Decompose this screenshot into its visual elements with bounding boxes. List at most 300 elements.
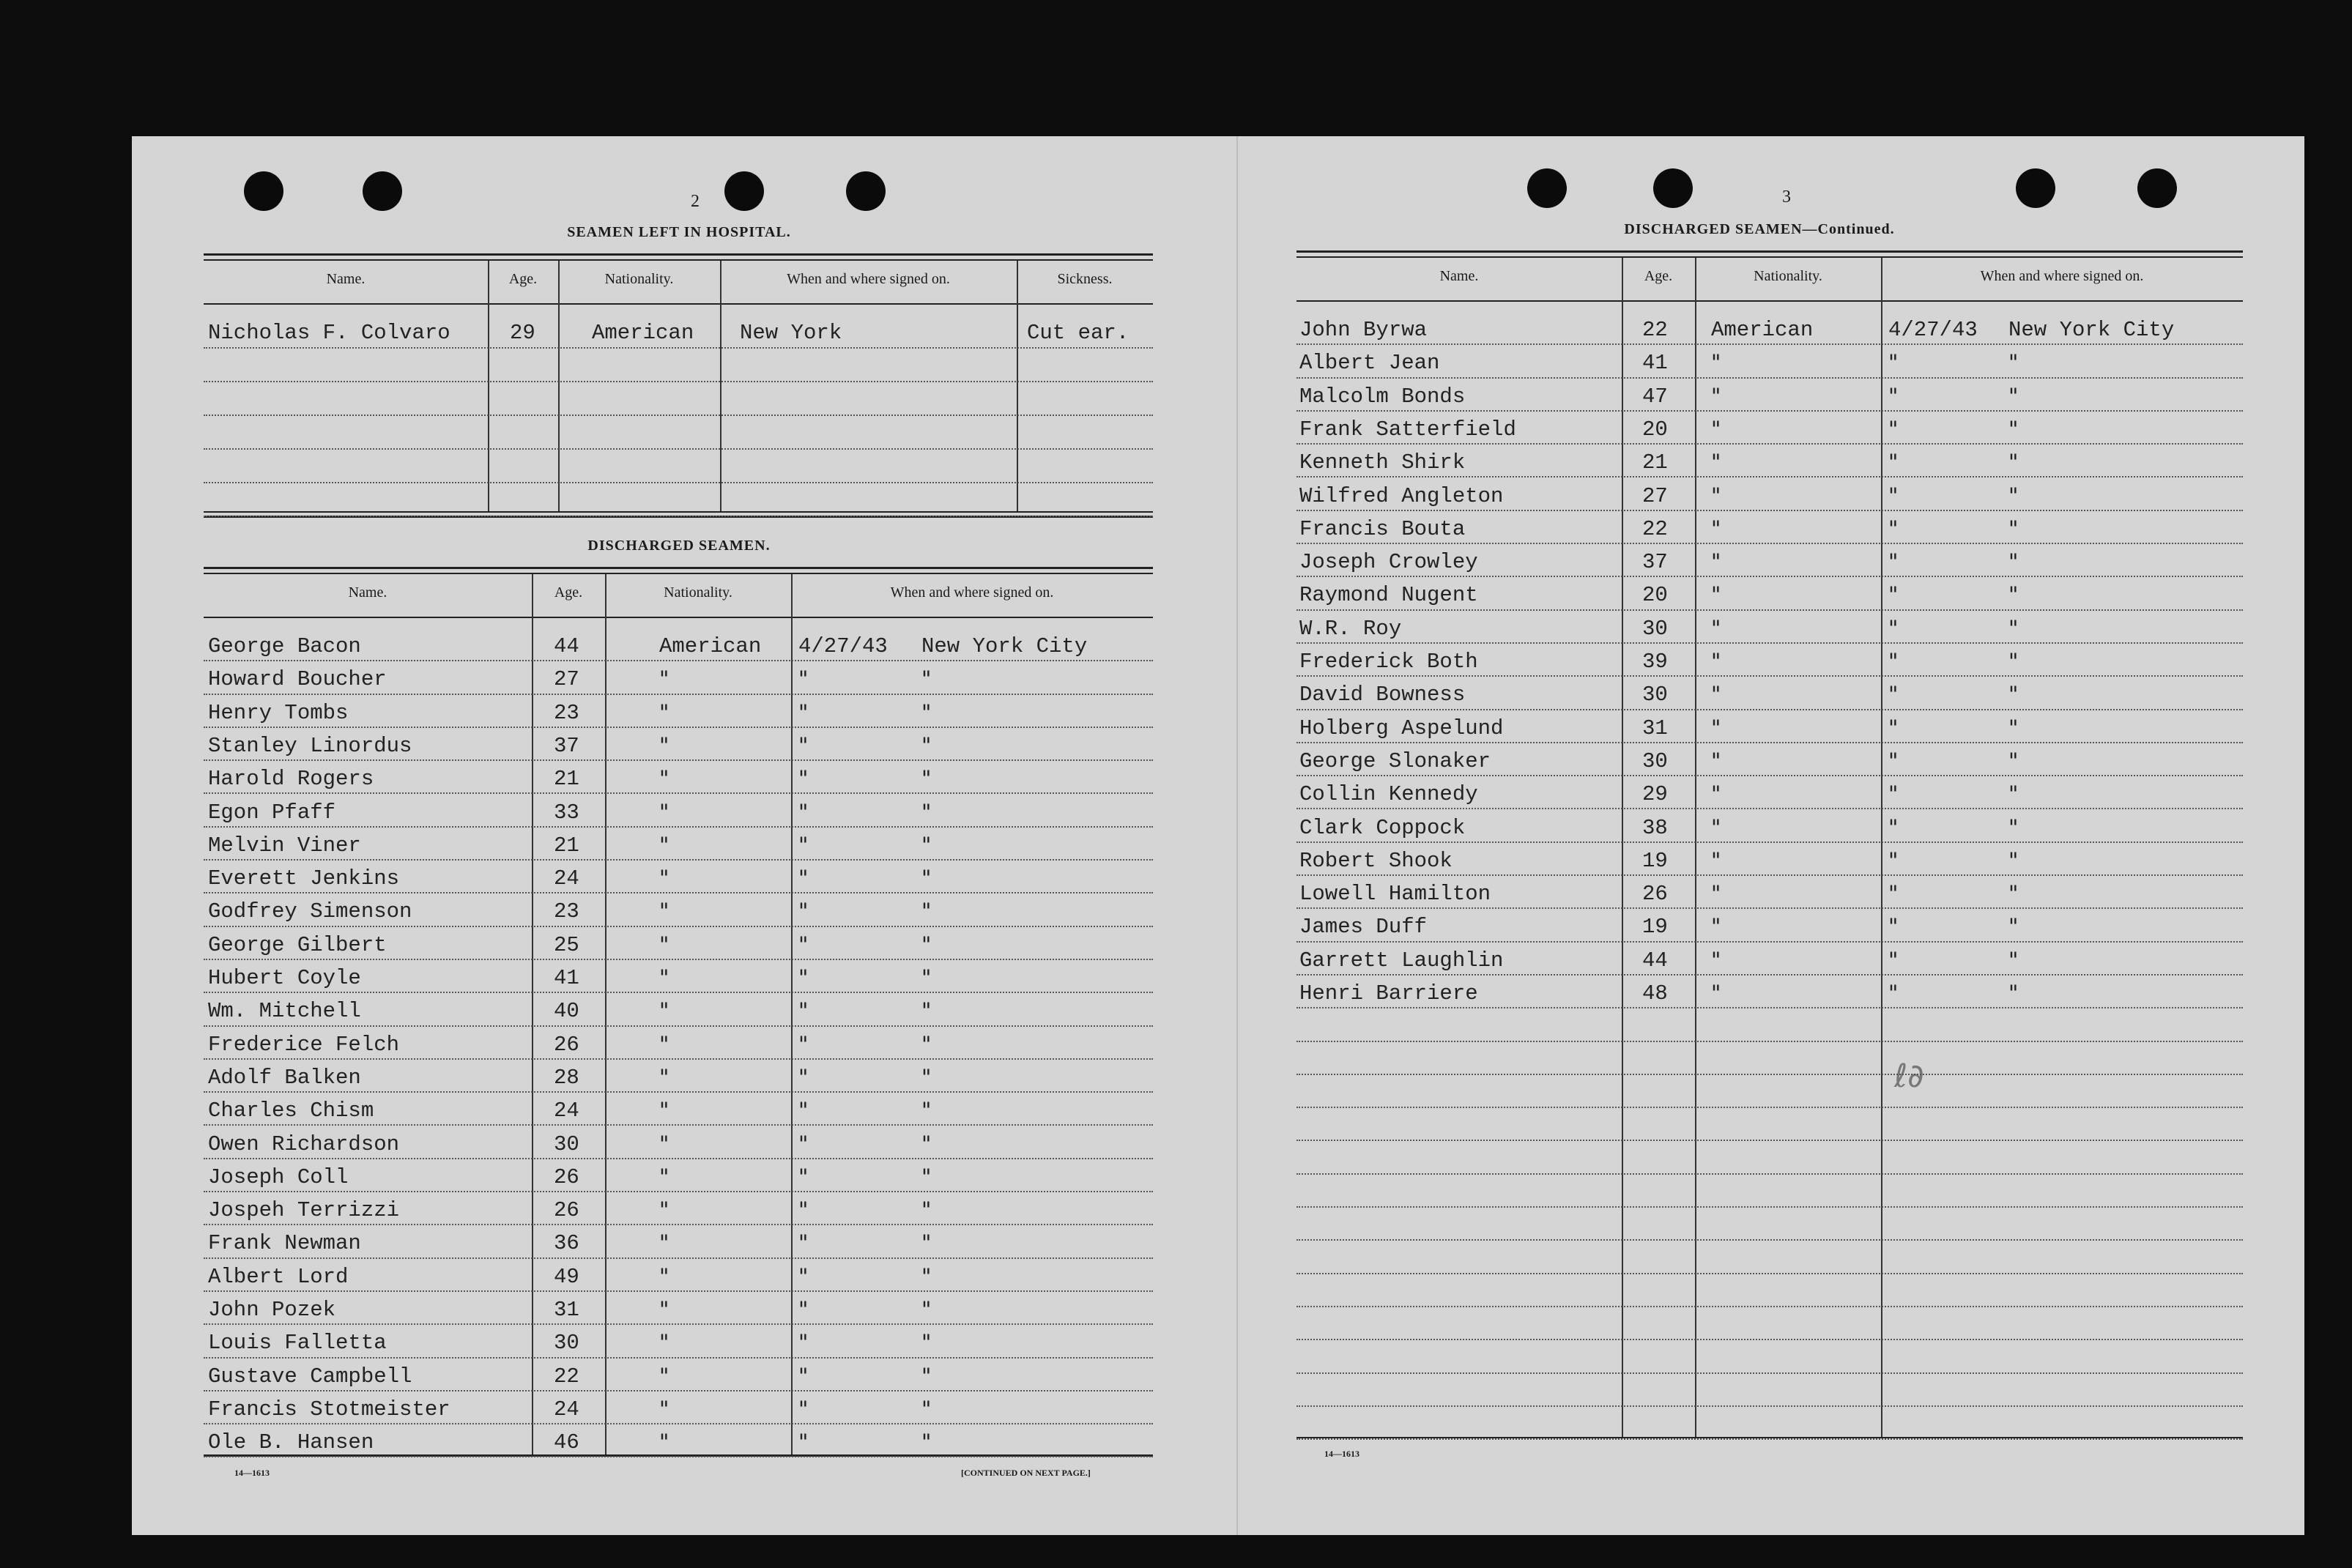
table-row	[1296, 710, 2243, 743]
seaman-name: Lowell Hamilton	[1299, 882, 1491, 907]
seaman-nationality: "	[659, 1164, 669, 1189]
seaman-age: 41	[1642, 351, 1668, 376]
signed-on-date: 4/27/43	[1888, 318, 1978, 342]
seaman-age: 44	[1642, 948, 1668, 973]
signed-on-date: "	[1888, 847, 1899, 873]
signed-on-date: "	[798, 1363, 809, 1389]
seaman-age: 26	[554, 1032, 579, 1057]
discharged-section-title: DISCHARGED SEAMEN.	[587, 538, 771, 554]
seaman-nationality: "	[1711, 981, 1721, 1006]
signed-on-date: "	[798, 1396, 809, 1422]
table-row	[204, 1126, 1153, 1159]
seaman-age: 24	[554, 1099, 579, 1123]
signed-on-place: "	[2008, 383, 2019, 409]
seaman-age: 20	[1642, 583, 1668, 608]
signed-on-place: "	[2008, 748, 2019, 773]
seaman-nationality: "	[1711, 682, 1721, 707]
seaman-nationality: "	[659, 932, 669, 957]
seaman-name: Joseph Coll	[208, 1164, 349, 1189]
signed-on-place: "	[2008, 847, 2019, 873]
column-header: Name.	[348, 584, 387, 601]
seaman-name: Ole B. Hansen	[208, 1430, 374, 1455]
seaman-nationality: "	[1711, 914, 1721, 940]
signed-on-date: "	[798, 1430, 809, 1455]
signed-on-place: "	[921, 832, 932, 858]
table-row	[1296, 1075, 2243, 1108]
table-row	[204, 960, 1153, 993]
signed-on-place: "	[921, 1098, 932, 1123]
table-row	[204, 416, 1153, 450]
seaman-age: 27	[1642, 483, 1668, 508]
seaman-name: Frederice Felch	[208, 1032, 400, 1057]
seaman-nationality: "	[659, 1230, 669, 1256]
sickness: Cut ear.	[1027, 321, 1129, 345]
table-row	[1296, 1008, 2243, 1041]
punch-hole	[363, 171, 402, 211]
signed-on-date: "	[798, 1098, 809, 1123]
seaman-nationality: "	[659, 965, 669, 990]
form-number-right: 14—1613	[1324, 1449, 1359, 1459]
seaman-name: Adolf Balken	[208, 1065, 361, 1090]
signed-on-date: "	[798, 1230, 809, 1256]
signed-on-date: "	[798, 1330, 809, 1356]
table-row	[1296, 478, 2243, 511]
rule	[1296, 256, 2243, 258]
signed-on-place: "	[921, 732, 932, 758]
seaman-age: 44	[554, 634, 579, 658]
table-row	[1296, 776, 2243, 809]
seaman-name: Francis Stotmeister	[208, 1397, 450, 1422]
signed-on-place: "	[2008, 549, 2019, 575]
table-row	[1296, 544, 2243, 577]
seaman-age: 40	[554, 999, 579, 1024]
seaman-nationality: "	[1711, 383, 1721, 409]
page-number-left: 2	[691, 192, 700, 211]
seaman-nationality: "	[659, 1031, 669, 1057]
column-header: Age.	[508, 271, 538, 287]
signed-on-date: "	[1888, 649, 1899, 674]
seaman-age: 31	[554, 1298, 579, 1322]
seaman-name: Albert Jean	[1299, 351, 1440, 376]
seaman-age: 30	[554, 1331, 579, 1356]
seaman-name: Wm. Mitchell	[208, 999, 361, 1024]
signed-on-place: "	[2008, 649, 2019, 674]
signed-on-place: "	[921, 1197, 932, 1223]
seaman-age: 26	[554, 1164, 579, 1189]
table-row	[204, 1159, 1153, 1192]
table-row	[204, 795, 1153, 828]
table-row	[1296, 345, 2243, 378]
rule	[204, 253, 1153, 256]
column-header: Age.	[554, 584, 583, 601]
seaman-nationality: "	[659, 998, 669, 1024]
column-header: When and where signed on.	[890, 584, 1054, 601]
seaman-name: Joseph Crowley	[1299, 550, 1478, 575]
seaman-age: 19	[1642, 848, 1668, 873]
seaman-name: Jospeh Terrizzi	[208, 1198, 400, 1223]
column-header: Age.	[1644, 268, 1673, 284]
seaman-name: David Bowness	[1299, 683, 1466, 707]
seaman-nationality: "	[1711, 781, 1721, 807]
seaman-name: Owen Richardson	[208, 1132, 400, 1156]
seaman-nationality: "	[1711, 715, 1721, 740]
seaman-name: Collin Kennedy	[1299, 782, 1478, 807]
seaman-name: Malcolm Bonds	[1299, 384, 1466, 409]
seaman-nationality: "	[1711, 450, 1721, 475]
signed-on-date: "	[798, 899, 809, 924]
table-row	[1296, 1374, 2243, 1407]
seaman-age: 30	[1642, 748, 1668, 773]
table-row	[1296, 1307, 2243, 1340]
table-row	[204, 1391, 1153, 1424]
punch-hole	[724, 171, 764, 211]
signed-on-date: "	[1888, 781, 1899, 807]
seaman-age: 49	[554, 1264, 579, 1289]
table-row	[204, 628, 1153, 661]
signed-on-place: "	[921, 965, 932, 990]
column-header: When and where signed on.	[1980, 268, 2144, 284]
page-number-right: 3	[1782, 187, 1791, 207]
seaman-age: 33	[554, 800, 579, 825]
seaman-age: 47	[1642, 384, 1668, 409]
signed-on-place: "	[921, 1363, 932, 1389]
table-row	[204, 1093, 1153, 1126]
table-row	[204, 1060, 1153, 1093]
signed-on-place: "	[2008, 947, 2019, 973]
signed-on-place: "	[921, 799, 932, 825]
seaman-name: Wilfred Angleton	[1299, 483, 1504, 508]
table-row	[204, 993, 1153, 1026]
signed-on-date: "	[1888, 516, 1899, 541]
seaman-nationality: "	[659, 832, 669, 858]
signed-on-date: "	[1888, 483, 1899, 508]
header-rule	[204, 303, 1153, 305]
seaman-name: Garrett Laughlin	[1299, 948, 1504, 973]
signed-on-date: "	[1888, 814, 1899, 840]
seaman-nationality: American	[659, 634, 762, 658]
seaman-nationality: "	[1711, 947, 1721, 973]
seaman-name: James Duff	[1299, 915, 1428, 940]
seaman-nationality: "	[659, 1263, 669, 1289]
signed-on-place: "	[2008, 881, 2019, 907]
table-row	[1296, 677, 2243, 710]
signed-on-place: New York City	[921, 634, 1088, 658]
seaman-age: 26	[554, 1198, 579, 1223]
seaman-age: 24	[554, 866, 579, 891]
table-row	[1296, 943, 2243, 976]
column-header: Sickness.	[1057, 271, 1113, 287]
seaman-nationality: "	[659, 1330, 669, 1356]
table-row	[1296, 379, 2243, 412]
table-row	[204, 349, 1153, 382]
signed-on-date: "	[798, 732, 809, 758]
signed-on-date: "	[798, 866, 809, 891]
signed-on-place: "	[921, 1297, 932, 1322]
signed-on-place: "	[921, 699, 932, 725]
seaman-nationality: "	[1711, 350, 1721, 376]
table-row	[204, 382, 1153, 416]
seaman-name: George Slonaker	[1299, 748, 1491, 773]
table-row	[1296, 312, 2243, 345]
signed-on-date: "	[798, 998, 809, 1024]
pencil-mark: ℓ∂	[1894, 1058, 1924, 1095]
seaman-nationality: "	[659, 666, 669, 692]
seaman-name: Clark Coppock	[1299, 815, 1466, 840]
table-row	[204, 1225, 1153, 1258]
signed-on-date: "	[798, 965, 809, 990]
seaman-age: 22	[1642, 318, 1668, 342]
signed-on-date: "	[1888, 383, 1899, 409]
signed-on-date: "	[1888, 748, 1899, 773]
signed-on-place: "	[921, 1031, 932, 1057]
table-row	[1296, 511, 2243, 544]
signed-on-date: 4/27/43	[798, 634, 888, 658]
table-row	[1296, 876, 2243, 909]
seaman-name: Raymond Nugent	[1299, 583, 1478, 608]
signed-on-place: "	[921, 866, 932, 891]
seaman-name: Frederick Both	[1299, 650, 1478, 674]
page-fold	[1236, 136, 1238, 1535]
seaman-age: 21	[554, 767, 579, 792]
signed-on-place: "	[921, 899, 932, 924]
signed-on-place: "	[921, 932, 932, 957]
column-header: Name.	[1439, 268, 1479, 284]
signed-on-place: "	[2008, 416, 2019, 442]
seaman-nationality: "	[1711, 847, 1721, 873]
seaman-age: 24	[554, 1397, 579, 1422]
table-row	[204, 315, 1153, 349]
table-row	[204, 893, 1153, 926]
seaman-nationality: "	[659, 1064, 669, 1090]
hospital-section-title: SEAMEN LEFT IN HOSPITAL.	[567, 224, 791, 240]
table-row	[1296, 577, 2243, 610]
column-header: Nationality.	[664, 584, 732, 601]
signed-on-place: "	[2008, 582, 2019, 608]
signed-on-place: "	[921, 1230, 932, 1256]
signed-on-date: "	[798, 699, 809, 725]
signed-on-date: "	[798, 1131, 809, 1156]
table-row	[1296, 1142, 2243, 1175]
signed-on-date: "	[1888, 582, 1899, 608]
table-row	[1296, 909, 2243, 942]
seaman-age: 30	[554, 1132, 579, 1156]
seaman-name: Robert Shook	[1299, 848, 1453, 873]
signed-on-date: "	[1888, 549, 1899, 575]
column-header: Name.	[326, 271, 366, 287]
punch-hole	[1653, 168, 1693, 208]
seaman-nationality: American	[592, 321, 694, 345]
table-row	[1296, 445, 2243, 478]
signed-on-place: "	[2008, 814, 2019, 840]
seaman-name: Egon Pfaff	[208, 800, 336, 825]
table-row	[204, 728, 1153, 761]
column-header: Nationality.	[1754, 268, 1822, 284]
seaman-name: W.R. Roy	[1299, 616, 1402, 641]
seaman-name: Gustave Campbell	[208, 1364, 412, 1389]
signed-on-place: New York City	[2008, 318, 2175, 342]
table-row	[1296, 1340, 2243, 1373]
seaman-age: 30	[1642, 616, 1668, 641]
discharged-continued-title: DISCHARGED SEAMEN—Continued.	[1624, 221, 1895, 237]
seaman-nationality: American	[1711, 318, 1814, 342]
seaman-name: Charles Chism	[208, 1099, 374, 1123]
seaman-age: 28	[554, 1065, 579, 1090]
seaman-age: 29	[1642, 782, 1668, 807]
signed-on-place: "	[921, 998, 932, 1024]
seaman-name: Howard Boucher	[208, 667, 387, 692]
seaman-age: 26	[1642, 882, 1668, 907]
signed-on-date: "	[1888, 947, 1899, 973]
seaman-age: 31	[1642, 716, 1668, 740]
table-row	[204, 828, 1153, 861]
table-row	[1296, 976, 2243, 1008]
signed-on-date: "	[1888, 914, 1899, 940]
signed-on-date: "	[1888, 416, 1899, 442]
signed-on-place: "	[921, 766, 932, 792]
seaman-nationality: "	[1711, 748, 1721, 773]
seaman-nationality: "	[659, 1098, 669, 1123]
signed-on-place: "	[2008, 450, 2019, 475]
seaman-age: 20	[1642, 417, 1668, 442]
signed-on-place: "	[921, 1064, 932, 1090]
signed-on-place: "	[921, 1396, 932, 1422]
seaman-age: 29	[510, 321, 535, 345]
signed-on-date: "	[1888, 450, 1899, 475]
column-header: Nationality.	[604, 271, 674, 287]
table-row	[1296, 1274, 2243, 1307]
signed-on-date: "	[798, 1263, 809, 1289]
seaman-nationality: "	[1711, 516, 1721, 541]
table-row	[204, 1027, 1153, 1060]
table-row	[204, 661, 1153, 694]
table-row	[1296, 611, 2243, 644]
table-row	[1296, 743, 2243, 776]
seaman-nationality: "	[659, 732, 669, 758]
seaman-name: Everett Jenkins	[208, 866, 400, 891]
table-row	[1296, 1042, 2243, 1075]
seaman-age: 19	[1642, 915, 1668, 940]
seaman-name: Stanley Linordus	[208, 733, 412, 758]
punch-hole	[1527, 168, 1567, 208]
seaman-name: Louis Falletta	[208, 1331, 387, 1356]
seaman-nationality: "	[1711, 549, 1721, 575]
signed-on-place: "	[921, 666, 932, 692]
seaman-age: 36	[554, 1231, 579, 1256]
seaman-nationality: "	[1711, 582, 1721, 608]
seaman-name: Holberg Aspelund	[1299, 716, 1504, 740]
table-row	[204, 1424, 1153, 1457]
seaman-nationality: "	[659, 899, 669, 924]
signed-on-date: "	[798, 932, 809, 957]
seaman-name: Godfrey Simenson	[208, 899, 412, 924]
seaman-age: 46	[554, 1430, 579, 1455]
seaman-name: Frank Satterfield	[1299, 417, 1516, 442]
seaman-age: 23	[554, 700, 579, 725]
signed-on-date: "	[1888, 981, 1899, 1006]
signed-on-place: "	[2008, 516, 2019, 541]
table-row	[1296, 843, 2243, 876]
table-row	[204, 1325, 1153, 1358]
table-row	[1296, 1241, 2243, 1274]
seaman-name: Harold Rogers	[208, 767, 374, 792]
signed-on-date: "	[798, 832, 809, 858]
seaman-age: 21	[1642, 450, 1668, 475]
seaman-age: 23	[554, 899, 579, 924]
signed-on-date: "	[1888, 881, 1899, 907]
seaman-name: Henry Tombs	[208, 700, 349, 725]
table-row	[204, 483, 1153, 517]
signed-on-date: "	[798, 766, 809, 792]
punch-hole	[2016, 168, 2055, 208]
punch-hole	[2137, 168, 2177, 208]
signed-on-place: "	[921, 1131, 932, 1156]
seaman-age: 37	[1642, 550, 1668, 575]
seaman-nationality: "	[1711, 483, 1721, 508]
table-row	[1296, 1208, 2243, 1241]
rule	[204, 567, 1153, 569]
seaman-name: Albert Lord	[208, 1264, 349, 1289]
signed-on-place: "	[921, 1430, 932, 1455]
seaman-age: 21	[554, 833, 579, 858]
seaman-age: 27	[554, 667, 579, 692]
table-row	[1296, 1175, 2243, 1208]
signed-on-date: "	[798, 1197, 809, 1223]
table-row	[204, 1292, 1153, 1325]
seaman-nationality: "	[659, 866, 669, 891]
rule	[204, 573, 1153, 574]
seaman-nationality: "	[1711, 881, 1721, 907]
seaman-nationality: "	[659, 799, 669, 825]
seaman-nationality: "	[659, 1297, 669, 1322]
signed-on-date: "	[1888, 350, 1899, 376]
table-row	[1296, 810, 2243, 843]
seaman-age: 38	[1642, 815, 1668, 840]
continued-note: [CONTINUED ON NEXT PAGE.]	[961, 1468, 1091, 1478]
column-header: When and where signed on.	[787, 271, 950, 287]
seaman-age: 25	[554, 932, 579, 957]
signed-on-date: "	[798, 1297, 809, 1322]
seaman-nationality: "	[659, 766, 669, 792]
table-row	[204, 1359, 1153, 1391]
seaman-name: Henri Barriere	[1299, 981, 1478, 1006]
seaman-name: John Pozek	[208, 1298, 336, 1322]
seaman-age: 30	[1642, 683, 1668, 707]
signed-on-place: "	[2008, 350, 2019, 376]
rule	[204, 259, 1153, 261]
seaman-nationality: "	[659, 1197, 669, 1223]
header-rule	[1296, 300, 2243, 302]
signed-on-date: "	[798, 666, 809, 692]
seaman-name: Kenneth Shirk	[1299, 450, 1466, 475]
table-row	[1296, 1108, 2243, 1141]
signed-on-place: "	[2008, 483, 2019, 508]
table-row	[204, 1192, 1153, 1225]
seaman-nationality: "	[659, 699, 669, 725]
signed-on-date: "	[798, 799, 809, 825]
seaman-name: Nicholas F. Colvaro	[208, 321, 450, 345]
signed-on-place: "	[2008, 682, 2019, 707]
signed-on-date: "	[1888, 715, 1899, 740]
seaman-age: 37	[554, 733, 579, 758]
seaman-name: George Bacon	[208, 634, 361, 658]
signed-on-place: "	[2008, 914, 2019, 940]
signed-on-date: "	[798, 1164, 809, 1189]
seaman-age: 39	[1642, 650, 1668, 674]
seaman-nationality: "	[659, 1430, 669, 1455]
seaman-age: 22	[1642, 516, 1668, 541]
punch-hole	[846, 171, 886, 211]
seaman-nationality: "	[659, 1131, 669, 1156]
